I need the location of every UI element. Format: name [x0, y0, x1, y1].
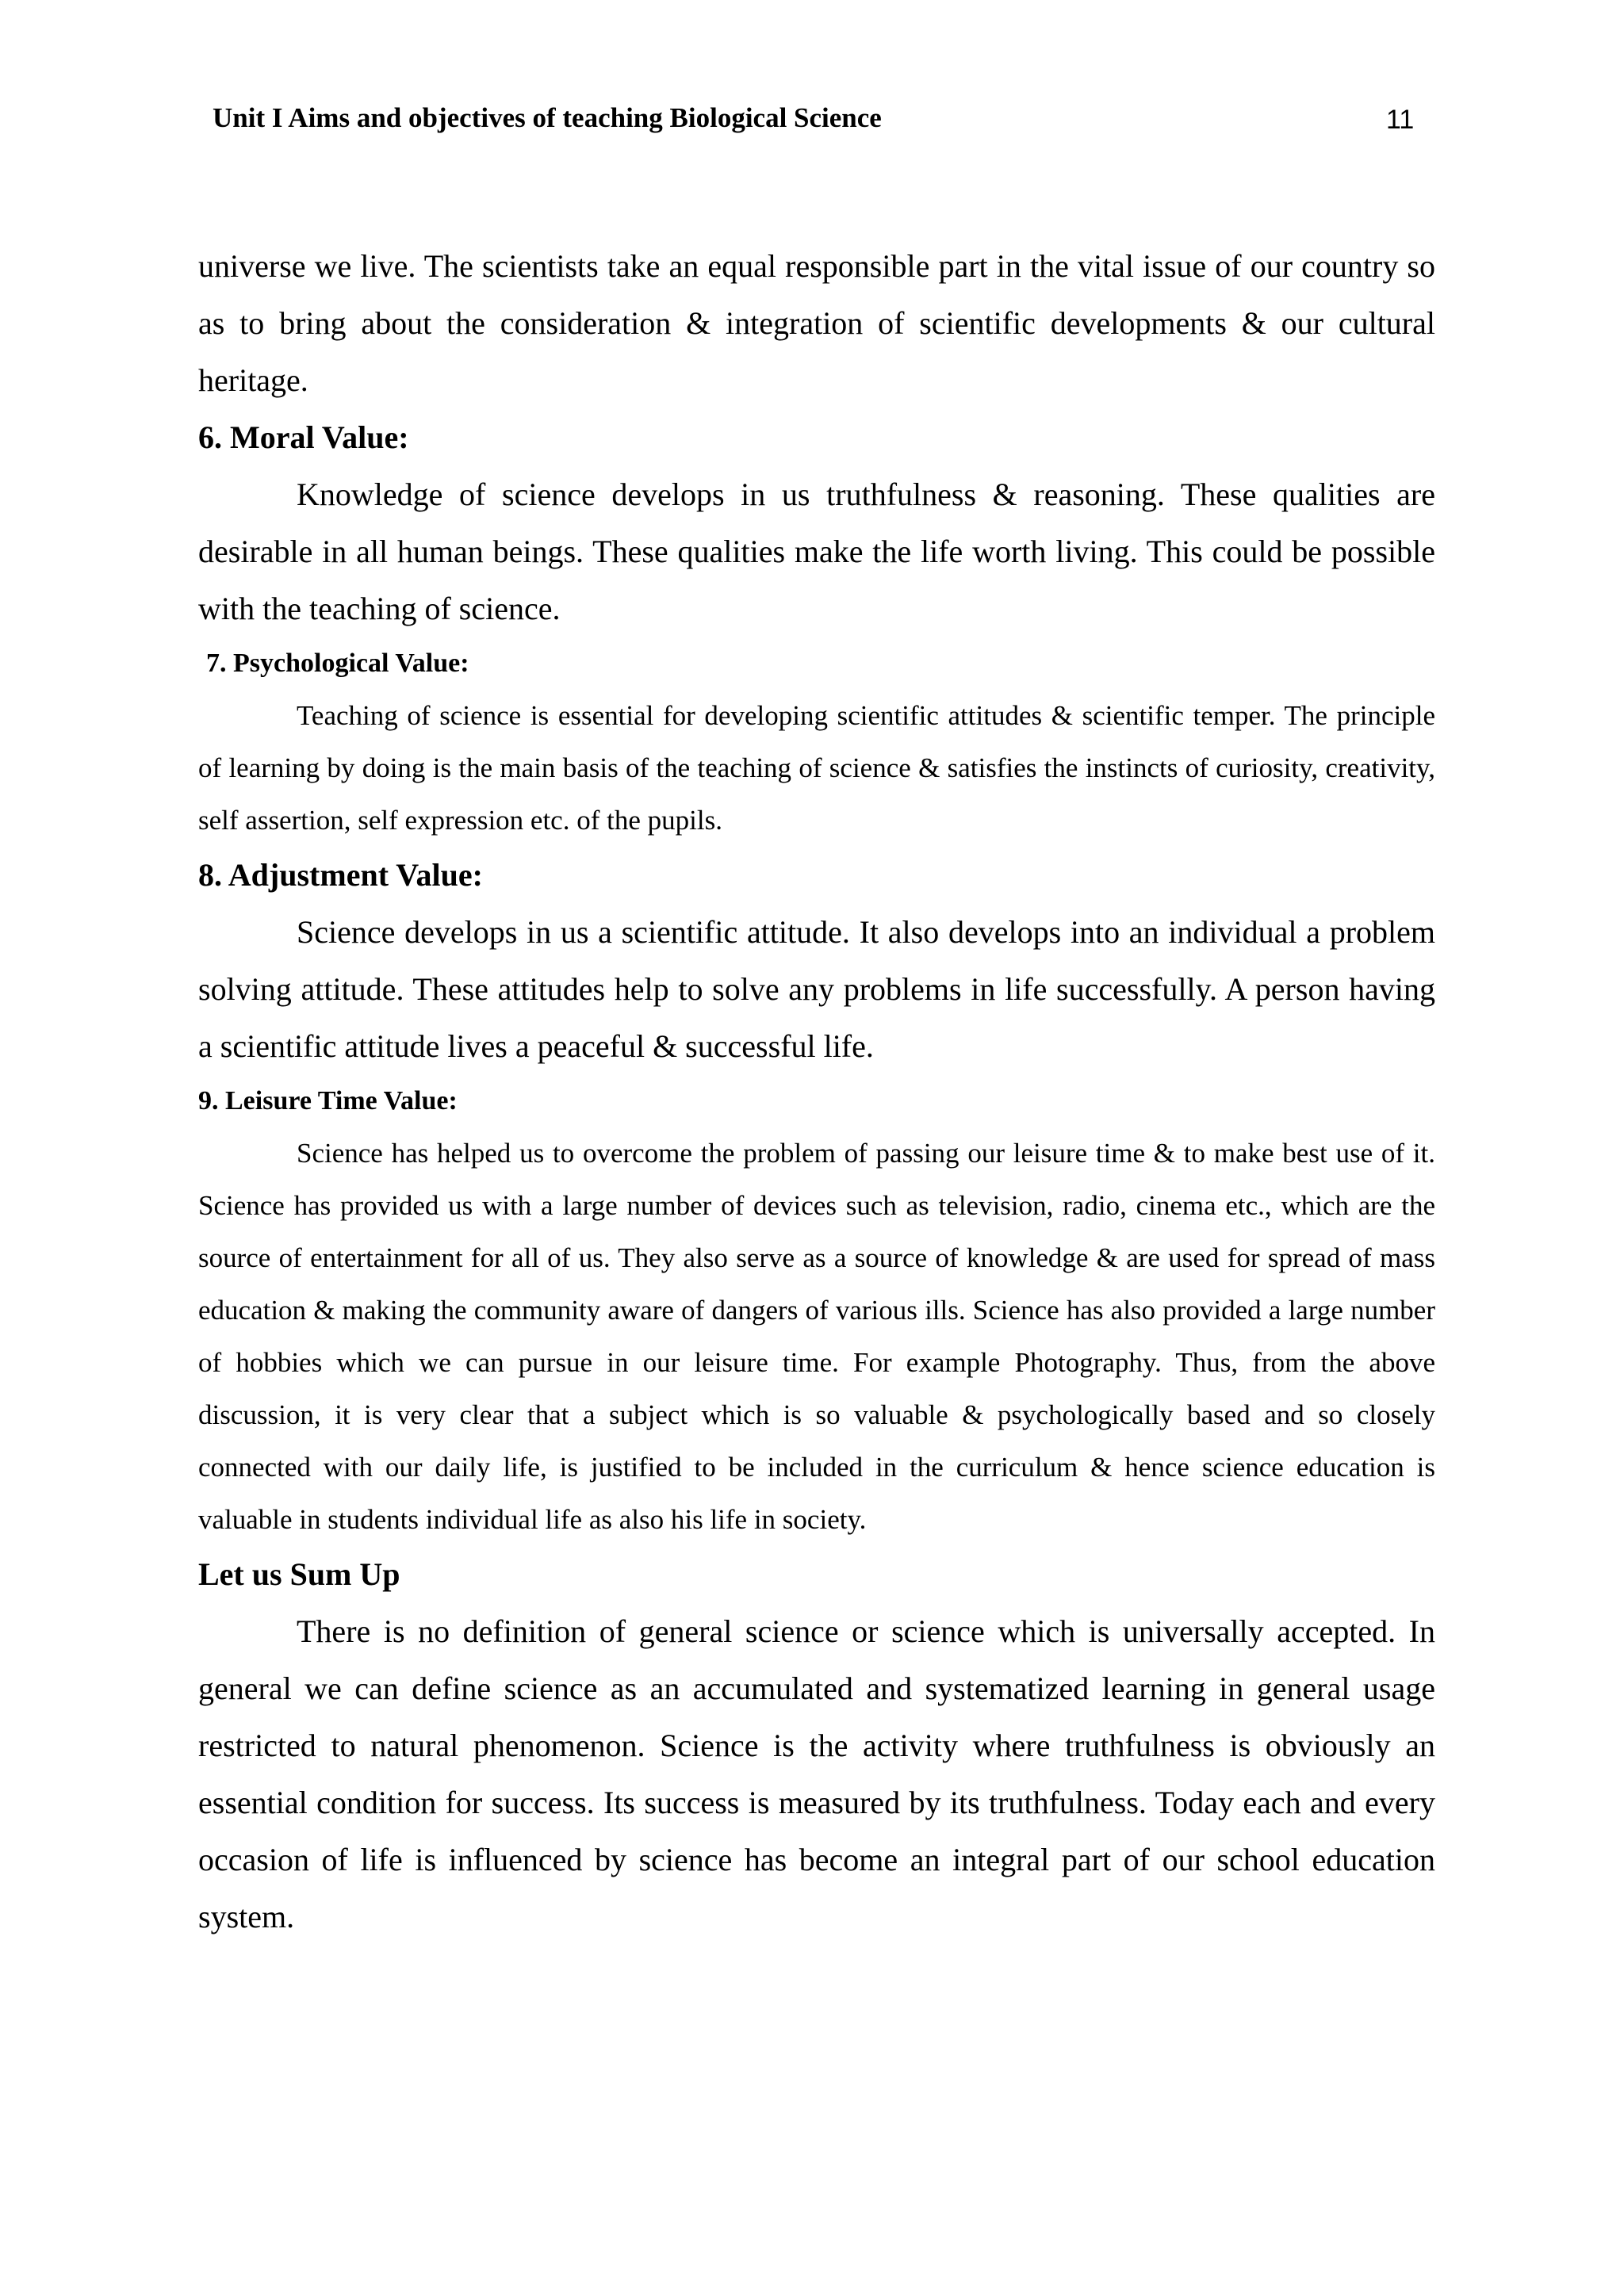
- leisure-time-value-paragraph: Science has helped us to overcome the problem of passing our leisure time & to make best use of it. Science has provided us with a large number of devices such as television, radio, cinema etc., which are the source of entertainment for all of us. They also serve as a source of knowledge & are used for spread of mass education & making the community aware of dangers of various ills. Science has also provided a large number of hobbies which we can pursue in our leisure time. For example Photography. Thus, from the above discussion, it is very clear that a subject which is so valuable & psychologically based and so closely connected with our daily life, is justified to be included in the curriculum & hence science education is valuable in students individual life as also his life in society.: [198, 1138, 1435, 1535]
- page-body: [198, 238, 1435, 1946]
- adjustment-value-paragraph: Science develops in us a scientific attitude. It also develops into an individual a problem solving attitude. These attitudes help to solve any problems in life successfully. A person having a scientific attitude lives a peaceful & successful life.: [198, 914, 1435, 1064]
- page-number: 11: [1386, 105, 1415, 135]
- psychological-value-paragraph: Teaching of science is essential for developing scientific attitudes & scientific temper. The principle of learning by doing is the main basis of the teaching of science & satisfies the instincts of curiosity, creativity, self assertion, self expression etc. of the pupils.: [198, 700, 1435, 836]
- sum-up-heading: Let us Sum Up: [198, 1556, 400, 1592]
- psychological-value-heading: 7. Psychological Value:: [206, 649, 469, 678]
- running-header-title: Unit I Aims and objectives of teaching Biological Science: [213, 102, 882, 133]
- sum-up-paragraph: There is no definition of general science or science which is universally accepted. In general we can define science as an accumulated and systematized learning in general usage restricted to natural phenomenon. Science is the activity where truthfulness is obviously an essential condition for success. Its success is measured by its truthfulness. Today each and every occasion of life is influenced by science has become an integral part of our school education system.: [198, 1613, 1435, 1934]
- intro-paragraph: universe we live. The scientists take an equal responsible part in the vital issue of our country so as to bring about the consideration & integration of scientific developments & our cultural heritage.: [198, 248, 1435, 398]
- adjustment-value-heading: 8. Adjustment Value:: [198, 857, 483, 893]
- moral-value-heading: 6. Moral Value:: [198, 419, 409, 455]
- moral-value-paragraph: Knowledge of science develops in us truthfulness & reasoning. These qualities are desirable in all human beings. These qualities make the life worth living. This could be possible with the teaching of science.: [198, 476, 1435, 626]
- leisure-time-value-heading: 9. Leisure Time Value:: [198, 1086, 458, 1115]
